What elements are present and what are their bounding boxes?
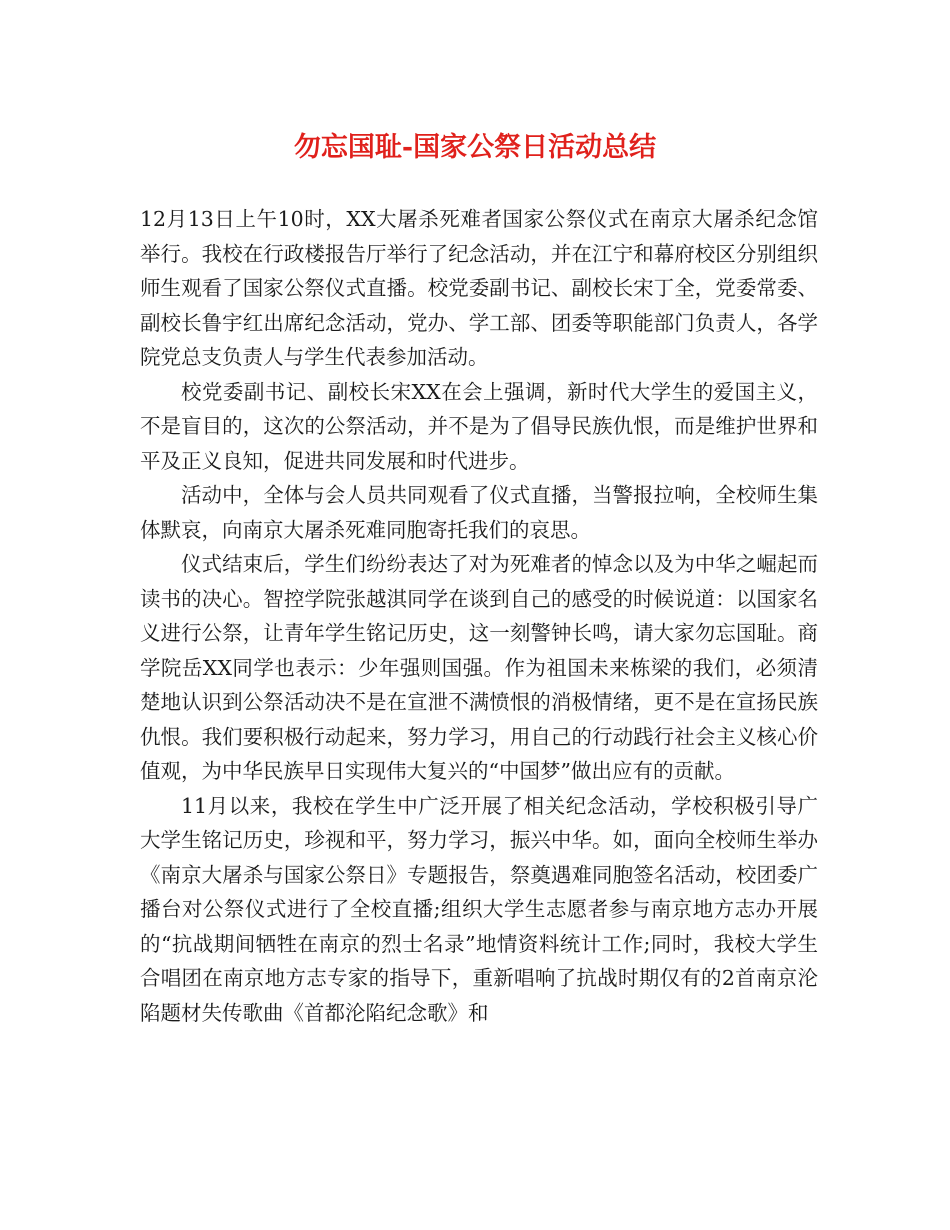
paragraph-3: 活动中，全体与会人员共同观看了仪式直播，当警报拉响，全校师生集体默哀，向南京大屠杀死难同胞寄托我们的哀思。 bbox=[140, 483, 818, 542]
paragraph-4: 仪式结束后，学生们纷纷表达了对为死难者的悼念以及为中华之崛起而读书的决心。智控学院张越淇同学在谈到自己的感受的时候说道：以国家名义进行公祭，让青年学生铭记历史，这一刻警钟长鸣，请大家勿忘国耻。商学院岳XX同学也表示：少年强则国强。作为祖国未来栋梁的我们，必须清楚地认识到公祭活动决不是在宣泄不满愤恨的消极情绪，更不是在宣扬民族仇恨。我们要积极行动起来，努力学习，用自己的行动践行社会主义核心价值观，为中华民族早日实现伟大复兴的“中国梦”做出应有的贡献。 bbox=[140, 552, 818, 783]
paragraph-2: 校党委副书记、副校长宋XX在会上强调，新时代大学生的爱国主义，不是盲目的，这次的公祭活动，并不是为了倡导民族仇恨，而是维护世界和平及正义良知，促进共同发展和时代进步。 bbox=[140, 379, 818, 473]
document-body bbox=[140, 202, 818, 1030]
paragraph-1: 12月13日上午10时，XX大屠杀死难者国家公祭仪式在南京大屠杀纪念馆举行。我校在行政楼报告厅举行了纪念活动，并在江宁和幕府校区分别组织师生观看了国家公祭仪式直播。校党委副书记、副校长宋丁全，党委常委、副校长鲁宇红出席纪念活动，党办、学工部、团委等职能部门负责人，各学院党总支负责人与学生代表参加活动。 bbox=[140, 207, 818, 369]
document-title: 勿忘国耻-国家公祭日活动总结 bbox=[293, 132, 657, 163]
paragraph-5: 11月以来，我校在学生中广泛开展了相关纪念活动，学校积极引导广大学生铭记历史，珍视和平，努力学习，振兴中华。如，面向全校师生举办《南京大屠杀与国家公祭日》专题报告，祭奠遇难同胞签名活动，校团委广播台对公祭仪式进行了全校直播;组织大学生志愿者参与南京地方志办开展的“抗战期间牺牲在南京的烈士名录”地情资料统计工作;同时，我校大学生合唱团在南京地方志专家的指导下，重新唱响了抗战时期仅有的2首南京沦陷题材失传歌曲《首都沦陷纪念歌》和 bbox=[140, 793, 818, 1025]
